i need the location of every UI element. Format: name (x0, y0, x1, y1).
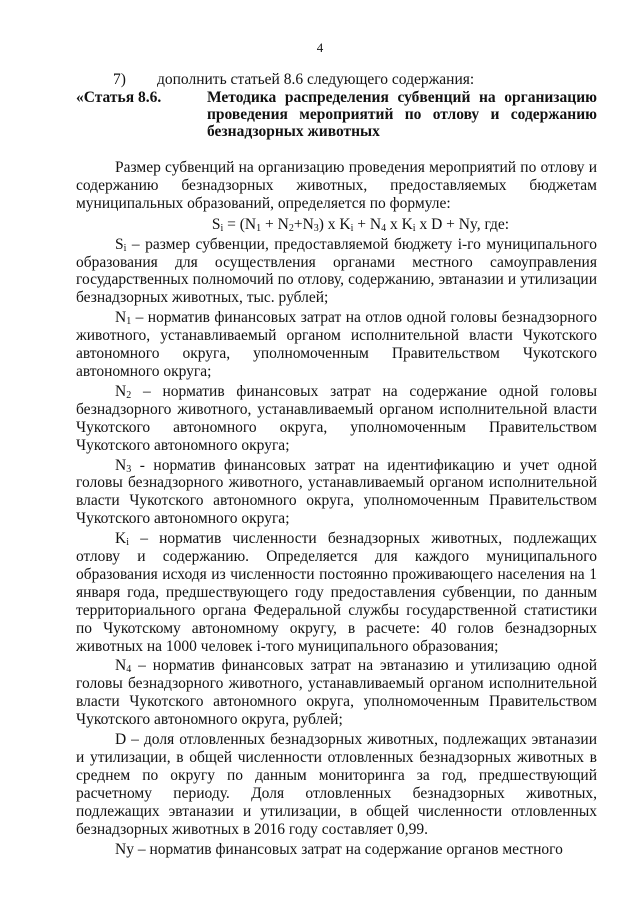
definition-n3: $N_3$ - норматив финансовых затрат на идентификацию и учет одной головы безнадзорного животного, устанавливаемый органом исполнительной власти Чукотского автономного округа, уполномоченным Правительством Чукотского автономного округа; (76, 456, 597, 528)
definition-n2: $N_2$ – норматив финансовых затрат на содержание одной головы безнадзорного животного, устанавливаемый органом исполнительной власти Чукотского автономного округа, уполномоченным Правительством Чукотского автономного округа; (76, 382, 597, 454)
intro-paragraph: Размер субвенций на организацию проведения мероприятий по отлову и содержанию безнадзорных животных, предоставляемых бюджетам муниципальных образований, определяется по формуле: (76, 159, 597, 212)
amendment-item (76, 71, 597, 88)
definition-n4: $N_4$ – норматив финансовых затрат на эвтаназию и утилизацию одной головы безнадзорного животного, устанавливаемый органом исполнительной власти Чукотского автономного округа, уполномоченным Правительством Чукотского автономного округа, рублей; (76, 657, 597, 729)
document-body (76, 71, 597, 858)
article-title: Методика распределения субвенций на организацию проведения мероприятий по отлову и содержанию безнадзорных животных (207, 89, 597, 140)
article-heading (76, 89, 597, 140)
definitions (76, 236, 597, 859)
amendment-item-number: 7) (113, 71, 126, 88)
definition-k: $K_i$ – норматив численности безнадзорных животных, подлежащих отлову и содержанию. Определяется для каждого муниципального образования исходя из численности постоянно проживающего населения на 1 января года, предшествующего году предоставления субвенции, по данным территориального органа Федеральной службы государственной статистики по Чукотскому автономному округу, в расчете: 40 голов безнадзорных животных на 1000 человек i-того муниципального образования; (76, 530, 597, 655)
article-label: «Статья 8.6. (76, 89, 162, 106)
page-number: 4 (316, 40, 324, 55)
definition-n1: $N_1$ – норматив финансовых затрат на отлов одной головы безнадзорного животного, устанавливаемый органом исполнительной власти Чукотского автономного округа, уполномоченным Правительством Чукотского автономного округа; (76, 309, 597, 380)
definition-ny: Ny – норматив финансовых затрат на содержание органов местного (115, 840, 563, 858)
formula: $S_i = (N_1 + N_2+N_3)$ x $K_i + N_4$ x $K_i$ x D + Ny, где: (211, 215, 510, 234)
definition-d: D – доля отловленных безнадзорных животных, подлежащих эвтаназии и утилизации, в общей численности отловленных безнадзорных животных в среднем по округу по данным мониторинга за год, предшествующий расчетному периоду. Доля отловленных безнадзорных животных, подлежащих эвтаназии и утилизации, в общей численности отловленных безнадзорных животных в 2016 году составляет 0,99. (76, 731, 597, 838)
definition-s: $S_i$ – размер субвенции, предоставляемой бюджету i-го муниципального образования для осуществления органами местного самоуправления государственных полномочий по отлову, содержанию, эвтаназии и утилизации безнадзорных животных, тыс. рублей; (76, 235, 597, 307)
amendment-item-text: дополнить статьей 8.6 следующего содержания: (157, 71, 475, 88)
